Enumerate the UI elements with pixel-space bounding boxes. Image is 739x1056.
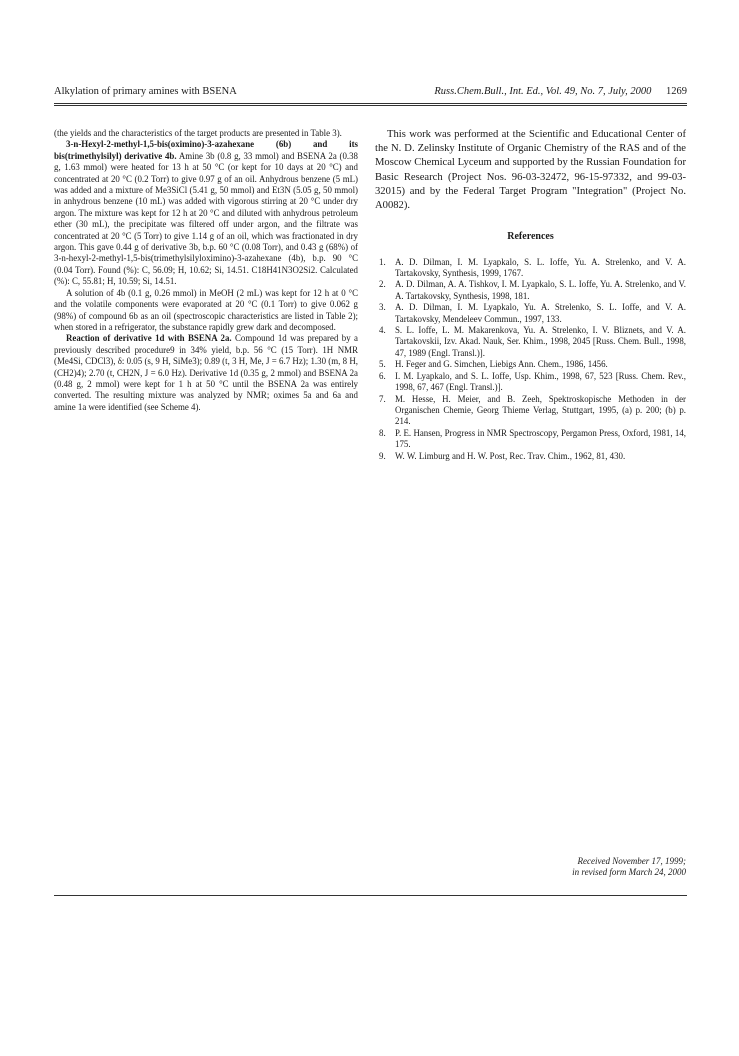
reference-text: H. Feger and G. Simchen, Liebigs Ann. Chem., 1986, 1456. bbox=[395, 359, 608, 370]
running-header bbox=[54, 86, 687, 102]
reference-number: 3. bbox=[379, 302, 386, 313]
acknowledgment: This work was performed at the Scientific and Educational Center of the N. D. Zelinsky Institute of Organic Chemistry of the RAS and of the Moscow Chemical Lyceum and supported by the Russian Foundation for Basic Research (Project Nos. 96-03-32472, 96-15-97332, and 99-03-32015) and by the Federal Target Program "Integration" (Project No. A0082). bbox=[375, 129, 686, 212]
reference-text: A. D. Dilman, A. A. Tishkov, I. M. Lyapkalo, S. L. Ioffe, Yu. A. Strelenko, and V. A. Tartakovsky, Synthesis, 1998, 181. bbox=[395, 279, 686, 301]
reference-number: 6. bbox=[379, 370, 386, 381]
header-rule-thin bbox=[54, 105, 687, 106]
reference-text: I. M. Lyapkalo, and S. L. Ioffe, Usp. Khim., 1998, 67, 523 [Russ. Chem. Rev., 1998, 67, 467 (Engl. Transl.)]. bbox=[395, 370, 686, 393]
paragraph bbox=[54, 139, 358, 287]
reference-number: 4. bbox=[379, 325, 386, 336]
reference-text: S. L. Ioffe, L. M. Makarenkova, Yu. A. Strelenko, I. V. Bliznets, and V. A. Tartakovskii, Izv. Akad. Nauk, Ser. Khim., 1998, 2045 [Russ. Chem. Bull., 1998, 47, 1989 (Engl. Transl.)]. bbox=[395, 325, 686, 358]
footer-rule bbox=[54, 895, 687, 896]
reference-item bbox=[375, 302, 686, 325]
reference-number: 8. bbox=[379, 427, 386, 438]
revised-line: in revised form March 24, 2000 bbox=[572, 867, 686, 878]
reference-text: P. E. Hansen, Progress in NMR Spectroscopy, Pergamon Press, Oxford, 1981, 14, 175. bbox=[395, 427, 686, 450]
reference-list bbox=[375, 257, 686, 462]
reference-item bbox=[375, 451, 686, 462]
reference-item bbox=[375, 359, 686, 370]
reference-item bbox=[375, 371, 686, 394]
left-column bbox=[54, 128, 358, 413]
journal-citation: Russ.Chem.Bull., Int. Ed., Vol. 49, No. 7, July, 2000 bbox=[434, 86, 652, 97]
paragraph: (the yields and the characteristics of the target products are presented in Table 3). bbox=[54, 128, 342, 138]
running-title: Alkylation of primary amines with BSENA bbox=[54, 86, 237, 97]
page-number: 1269 bbox=[666, 86, 687, 97]
reference-number: 2. bbox=[379, 279, 386, 290]
received-dates bbox=[572, 856, 686, 879]
compound-heading: 3-n-Hexyl-2-methyl-1,5-bis(oximino)-3-azahexane (6b) and its bis(trimethylsilyl) derivative 4b. bbox=[54, 139, 358, 161]
reference-item bbox=[375, 279, 686, 302]
reference-text: M. Hesse, H. Meier, and B. Zeeh, Spektroskopische Methoden in der Organischen Chemie, Georg Thieme Verlag, Stuttgart, 1995, (a) p. 200; (b) p. 214. bbox=[395, 393, 686, 427]
paragraph-body: Amine 3b (0.8 g, 33 mmol) and BSENA 2a (0.38 g, 1.63 mmol) were heated for 13 h at 50 °C (or kept for 10 days at 20 °C) and concentrated at 20 °C (0.2 Torr) to give 0.97 g of an oil. Anhydrous benzene (5 mL) was added and a mixture of Me3SiCl (5.41 g, 50 mmol) and Et3N (5.05 g, 50 mmol) in anhydrous benzene (10 mL) was added with vigorous stirring at 20 °C under dry argon. The mixture was kept for 12 h at 20 °C and diluted with anhydrous petroleum ether (30 mL), the precipitate was filtered off under argon, and the filtrate was concentrated at 20 °C (5 Torr) to give 1.14 g of an oil, which was fractionated in dry argon. This gave 0.44 g of derivative 3b, b.p. 60 °C (0.08 Torr), and 0.43 g (68%) of 3-n-hexyl-2-methyl-1,5-bis(trimethylsilyloximino)-3-azahexane (4b), b.p. 90 °C (0.04 Torr). Found (%): C, 56.09; H, 10.62; Si, 14.51. C18H41N3O2Si2. Calculated (%): C, 55.81; H, 10.59; Si, 14.51. bbox=[54, 150, 358, 287]
paragraph bbox=[54, 333, 358, 413]
header-rule bbox=[54, 103, 687, 104]
reference-number: 9. bbox=[379, 450, 386, 461]
reference-item bbox=[375, 428, 686, 451]
reference-item bbox=[375, 394, 686, 428]
reference-number: 7. bbox=[379, 393, 386, 404]
references-heading: References bbox=[507, 231, 554, 243]
reaction-heading: Reaction of derivative 1d with BSENA 2a. bbox=[66, 333, 232, 344]
paragraph: A solution of 4b (0.1 g, 0.26 mmol) in MeOH (2 mL) was kept for 12 h at 0 °C and the volatile components were evaporated at 20 °C (0.1 Torr) to give 0.062 g (98%) of compound 6b as an oil (spectroscopic characteristics are listed in Table 2); when stored in a refrigerator, the substance rapidly grew dark and decomposed. bbox=[54, 287, 358, 332]
journal-citation-block bbox=[434, 86, 687, 97]
reference-number: 1. bbox=[379, 256, 386, 267]
reference-text: A. D. Dilman, I. M. Lyapkalo, Yu. A. Strelenko, S. L. Ioffe, and V. A. Tartakovsky, Mendeleev Commun., 1997, 133. bbox=[395, 302, 686, 324]
right-column bbox=[375, 128, 686, 462]
reference-text: W. W. Limburg and H. W. Post, Rec. Trav. Chim., 1962, 81, 430. bbox=[395, 450, 626, 461]
reference-item bbox=[375, 257, 686, 280]
paragraph-body: Compound 1d was prepared by a previously described procedure9 in 34% yield, b.p. 56 °C (15 Torr). 1H NMR (Me4Si, CDCl3), δ: 0.05 (s, 9 H, SiMe3); 0.89 (t, 3 H, Me, J = 6.7 Hz); 1.30 (m, 8 H, (CH2)4); 2.70 (t, CH2N, J = 6.0 Hz). Derivative 1d (0.35 g, 2 mmol) and BSENA 2a (0.48 g, 2 mmol) were kept for 1 h at 50 °C until the BSENA 2a was entirely converted. The resulting mixture was analyzed by NMR; oximes 5a and 6a and amine 1a were identified (see Scheme 4). bbox=[54, 333, 359, 412]
reference-item bbox=[375, 325, 686, 359]
reference-text: A. D. Dilman, I. M. Lyapkalo, S. L. Ioffe, Yu. A. Strelenko, and V. A. Tartakovsky, Synthesis, 1999, 1767. bbox=[395, 256, 686, 279]
received-line: Received November 17, 1999; bbox=[577, 856, 686, 866]
reference-number: 5. bbox=[379, 359, 386, 370]
